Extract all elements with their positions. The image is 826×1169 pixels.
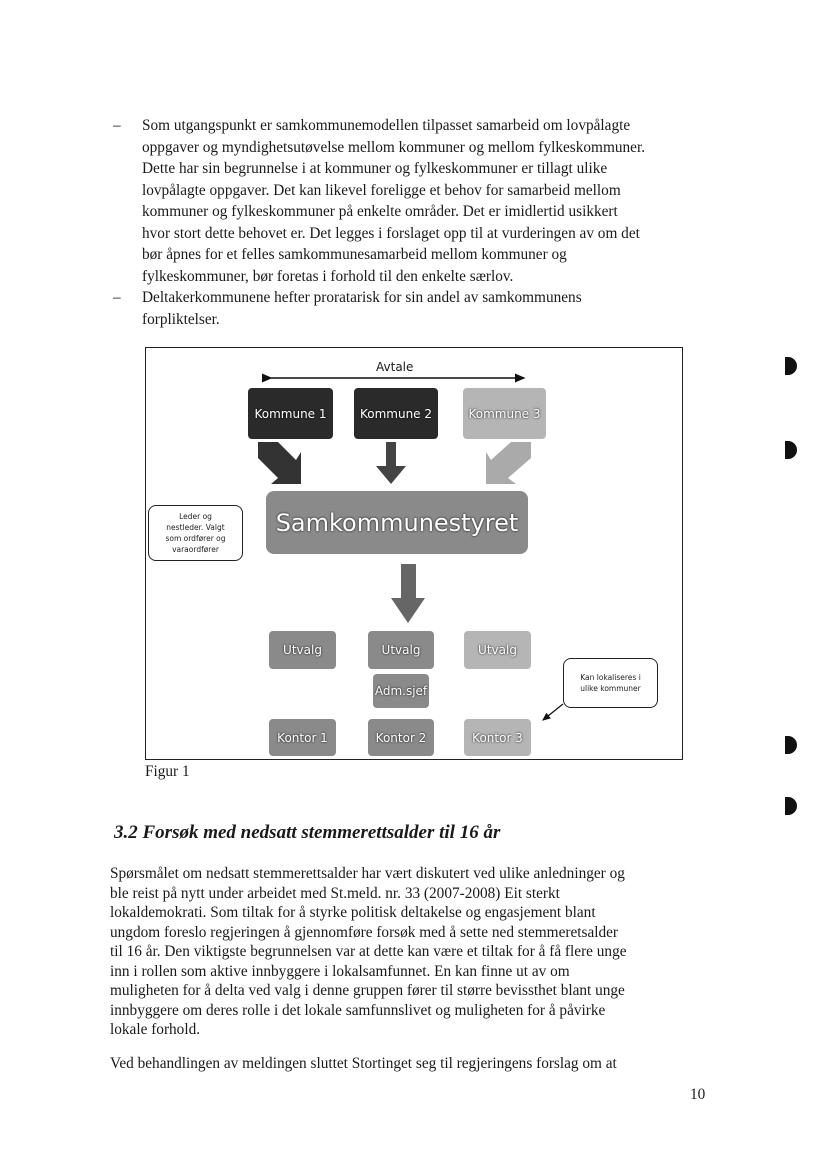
kontor-box: Kontor 2 (368, 719, 434, 756)
text-line: innbyggere om deres rolle i det lokale samfunnslivet og muligheten for å påvirke (110, 1002, 606, 1019)
kommune-2-box: Kommune 2 (354, 388, 438, 439)
text-line: ble reist på nytt under arbeidet med St.meld. nr. 33 (2007-2008) Eit sterkt (110, 885, 560, 902)
text-line: forpliktelser. (142, 311, 220, 328)
text-line: lokale forhold. (110, 1021, 201, 1038)
text-line: bør åpnes for et felles samkommunesamarbeid mellom kommuner og (142, 246, 567, 263)
utvalg-box: Utvalg (464, 631, 531, 669)
kommune-1-box: Kommune 1 (248, 388, 333, 439)
section-heading: 3.2 Forsøk med nedsatt stemmerettsalder til 16 år (114, 822, 501, 843)
leader-note (148, 505, 243, 561)
punch-hole-mark (785, 441, 797, 459)
utvalg-box: Utvalg (269, 631, 336, 669)
bullet-dash: – (113, 117, 121, 134)
kontor-box: Kontor 3 (464, 719, 531, 756)
figure-caption: Figur 1 (145, 763, 190, 780)
punch-hole-mark (785, 736, 797, 754)
text-line: kommuner og fylkeskommuner på enkelte områder. Det er imidlertid usikkert (142, 203, 618, 220)
note-line: varaordfører (172, 545, 219, 554)
text-line: ungdom foreslo regjeringen å gjennomføre forsøk med å sette ned stemmeretsalder (110, 924, 619, 941)
text-line: Spørsmålet om nedsatt stemmerettsalder har vært diskutert ved ulike anledninger og (110, 865, 625, 882)
text-line: til 16 år. Den viktigste begrunnelsen var at dette kan være et tiltak for å få flere unge (110, 943, 627, 960)
text-line: inn i rollen som aktive innbyggere i lokalsamfunnet. En kan finne ut av om (110, 963, 570, 980)
utvalg-box: Utvalg (368, 631, 434, 669)
text-line: lovpålagte oppgaver. Det kan likevel foreligge et behov for samarbeid mellom (142, 182, 621, 199)
arrow-kommune2 (376, 442, 406, 484)
note-line: Leder og (179, 512, 212, 521)
arrow-kommune1 (258, 442, 301, 484)
bullet-dash: – (113, 289, 121, 306)
note-line: Kan lokaliseres i (580, 673, 641, 682)
note-line: ulike kommuner (580, 684, 641, 693)
organization-diagram (145, 347, 683, 760)
text-line: Dette har sin begrunnelse i at kommuner og fylkeskommuner er tillagt ulike (142, 160, 608, 177)
samkommunestyret-box: Samkommunestyret (266, 491, 528, 554)
text-line: Deltakerkommunene hefter proratarisk for sin andel av samkommunens (142, 289, 582, 306)
agreement-label: Avtale (376, 360, 414, 374)
kontor-box: Kontor 1 (269, 719, 336, 756)
punch-hole-mark (785, 797, 797, 815)
punch-hole-mark (785, 357, 797, 375)
text-line: oppgaver og myndighetsutøvelse mellom kommuner og mellom fylkeskommuner. (142, 139, 646, 156)
callout-arrow (543, 704, 563, 720)
text-line: Som utgangspunkt er samkommunemodellen tilpasset samarbeid om lovpålagte (142, 117, 631, 134)
text-line: fylkeskommuner, bør foretas i forhold til den enkelte særlov. (142, 268, 514, 285)
note-line: nestleder. Valgt (166, 523, 225, 532)
text-line: hvor stort dette behovet er. Det legges i forslaget opp til at vurderingen av om det (142, 225, 640, 242)
adm-sjef-box: Adm.sjef (373, 674, 429, 708)
arrow-down (391, 564, 425, 623)
page-number: 10 (690, 1086, 706, 1103)
text-line: lokaldemokrati. Som tiltak for å styrke politisk deltakelse og engasjement blant (110, 904, 596, 921)
kommune-3-box: Kommune 3 (463, 388, 546, 439)
arrow-kommune3 (486, 442, 531, 484)
location-note (563, 658, 658, 708)
note-line: som ordfører og (165, 534, 226, 543)
text-line: Ved behandlingen av meldingen sluttet Stortinget seg til regjeringens forslag om at (110, 1055, 617, 1072)
text-line: muligheten for å delta ved valg i denne gruppen fører til større bevissthet blant unge (110, 982, 625, 999)
